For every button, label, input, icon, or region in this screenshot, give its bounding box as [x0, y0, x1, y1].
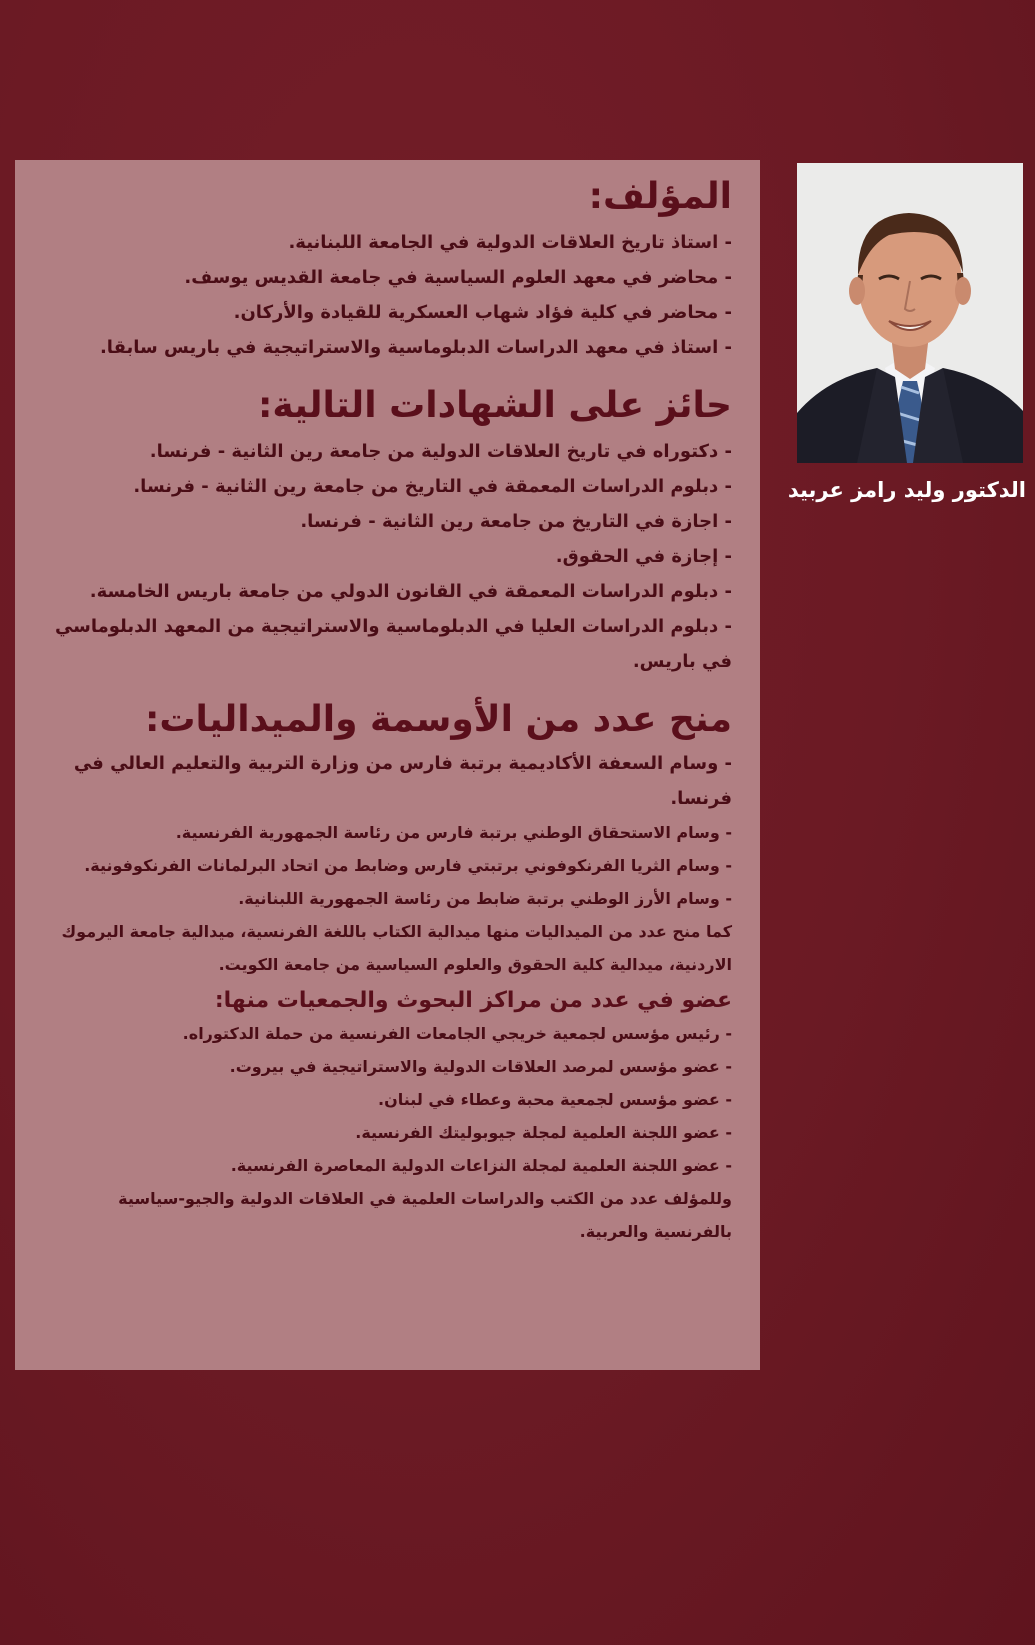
author-section-title: المؤلف:: [588, 176, 732, 217]
list-item: - محاضر في كلية فؤاد شهاب العسكرية للقيادة والأركان.: [233, 302, 732, 323]
list-item: - عضو مؤسس لجمعية محبة وعطاء في لبنان.: [378, 1089, 732, 1109]
list-item: - محاضر في معهد العلوم السياسية في جامعة القديس يوسف.: [184, 267, 732, 288]
membership-list: [35, 1017, 732, 1182]
list-item: - دبلوم الدراسات المعمقة في القانون الدولي من جامعة باريس الخامسة.: [89, 581, 732, 602]
list-item: - وسام الثريا الفرنكوفوني برتبتي فارس وضابط من اتحاد البرلمانات الفرنكوفونية.: [84, 856, 732, 875]
list-item: - اجازة في التاريخ من جامعة رين الثانية - فرنسا.: [300, 511, 732, 532]
author-portrait-image: [797, 163, 1023, 463]
medals-list-continued: [35, 816, 732, 915]
list-item: - عضو اللجنة العلمية لمجلة جيوبوليتك الفرنسية.: [355, 1122, 732, 1142]
list-item: - وسام السعفة الأكاديمية برتبة فارس من وزارة التربية والتعليم العالي في فرنسا.: [73, 753, 732, 809]
list-item: - رئيس مؤسس لجمعية خريجي الجامعات الفرنسية من حملة الدكتوراه.: [182, 1023, 732, 1043]
list-item: - استاذ في معهد الدراسات الدبلوماسية والاستراتيجية في باريس سابقا.: [99, 337, 732, 358]
membership-section-title: عضو في عدد من مراكز البحوث والجمعيات منها:: [214, 988, 732, 1013]
list-item: - وسام الاستحقاق الوطني برتبة فارس من رئاسة الجمهورية الفرنسية.: [175, 823, 732, 842]
list-item: - دبلوم الدراسات المعمقة في التاريخ من جامعة رين الثانية - فرنسا.: [133, 476, 732, 497]
list-item: - دكتوراه في تاريخ العلاقات الدولية من جامعة رين الثانية - فرنسا.: [149, 441, 732, 462]
medals-paragraph: كما منح عدد من الميداليات منها ميدالية الكتاب باللغة الفرنسية، ميدالية جامعة اليرموك الاردنية، ميدالية كلية الحقوق والعلوم السياسية من جامعة الكويت.: [61, 922, 732, 974]
certificates-section-title: حائز على الشهادات التالية:: [258, 385, 732, 426]
publications-paragraph: وللمؤلف عدد من الكتب والدراسات العلمية في العلاقات الدولية والجيو-سياسية بالفرنسية والعربية.: [118, 1188, 732, 1241]
list-item: - إجازة في الحقوق.: [555, 546, 732, 567]
certificates-list: [35, 434, 732, 679]
author-positions-list: [35, 225, 732, 365]
list-item: - عضو اللجنة العلمية لمجلة النزاعات الدولية المعاصرة الفرنسية.: [230, 1155, 732, 1175]
list-item: - وسام الأرز الوطني برتبة ضابط من رئاسة الجمهورية اللبنانية.: [238, 889, 732, 908]
list-item: - عضو مؤسس لمرصد العلاقات الدولية والاستراتيجية في بيروت.: [229, 1056, 732, 1076]
medals-section-title: منح عدد من الأوسمة والميداليات:: [144, 699, 732, 740]
list-item: - دبلوم الدراسات العليا في الدبلوماسية والاستراتيجية من المعهد الدبلوماسي في باريس.: [54, 616, 732, 672]
list-item: - استاذ تاريخ العلاقات الدولية في الجامعة اللبنانية.: [288, 232, 732, 253]
medals-list: [35, 746, 732, 816]
author-caption: الدكتور وليد رامز عربيد: [787, 478, 1026, 502]
author-photo: [797, 163, 1023, 463]
author-bio-panel: [15, 160, 760, 1370]
